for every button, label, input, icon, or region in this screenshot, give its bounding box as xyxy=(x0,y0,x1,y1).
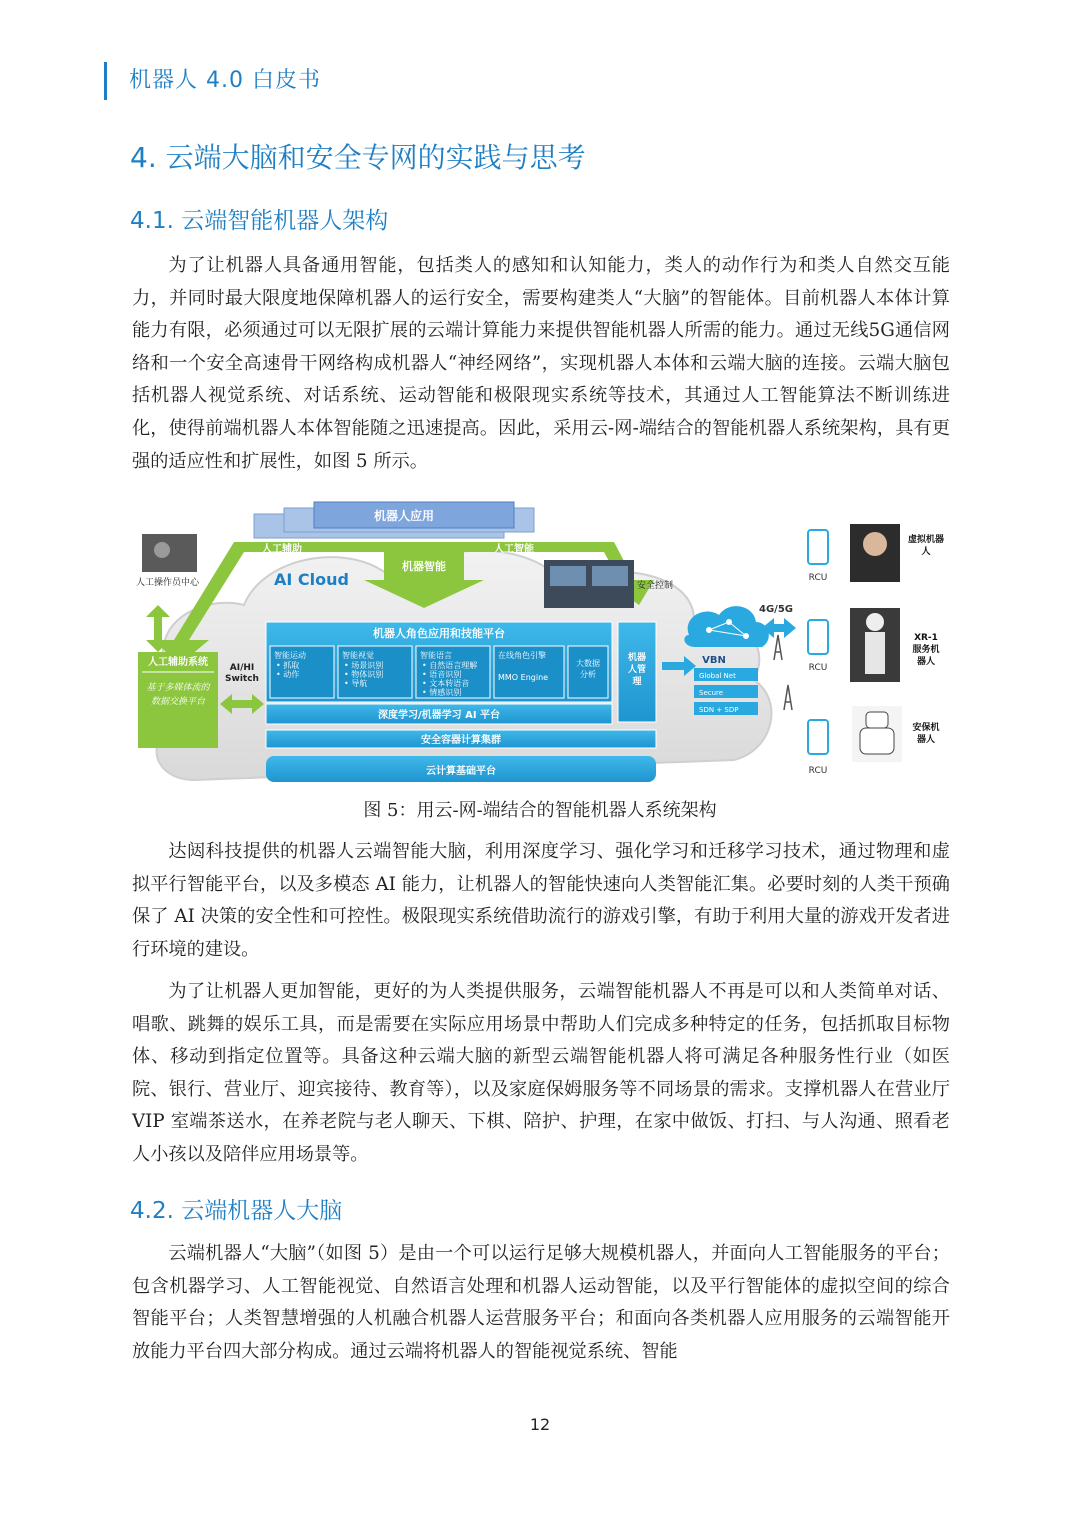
manual-intel-label: 人工智能 xyxy=(494,544,534,555)
robot3-label: 安保机器人 xyxy=(912,723,940,745)
net-sdn: SDN + SDP xyxy=(699,706,739,714)
module-motion: 智能运动• 抓取• 动作 xyxy=(274,651,306,679)
human-assist-title: 人工辅助系统 xyxy=(148,657,208,668)
robot-intel-label: 机器智能 xyxy=(402,560,446,573)
figure-caption: 图 5：用云-网-端结合的智能机器人系统架构 xyxy=(363,800,717,821)
module-bigdata: 大数据分析 xyxy=(576,659,600,679)
rcu-phone-3 xyxy=(808,720,828,754)
manual-assist-label: 人工辅助 xyxy=(262,544,302,555)
section-4-1-paragraph-2: 达闼科技提供的机器人云端智能大脑，利用深度学习、强化学习和迁移学习技术，通过物理和虚拟平行智能平台，以及多模态 AI 能力，让机器人的智能快速向人类智能汇集。必要时刻的人类干预确保了 AI 决策的安全性和可控性。极限现实系统借助流行的游戏引擎，有助于利用大量的游戏开发者进行环境的建设。 xyxy=(132,841,950,960)
operator-photo xyxy=(142,534,197,572)
robot1-label: 虚拟机器人 xyxy=(907,535,945,557)
section-4-heading: 4. 云端大脑和安全专网的实践与思考 xyxy=(130,141,586,174)
rcu-phone-1 xyxy=(808,530,828,564)
human-assist-desc: 基于多媒体流的数据交换平台 xyxy=(146,683,210,707)
module-online-role: 在线角色引擎 MMO Engine xyxy=(498,651,549,682)
tower-icon xyxy=(774,635,782,660)
running-header xyxy=(104,62,321,100)
ai-cloud-label: AI Cloud xyxy=(274,570,349,589)
section-4-1-paragraph-1: 为了让机器人具备通用智能，包括类人的感知和认知能力，类人的动作行为和类人自然交互能力，并同时最大限度地保障机器人的运行安全，需要构建类人“大脑”的智能体。目前机器人本体计算能力有限，必须通过可以无限扩展的云端计算能力来提供智能机器人所需的能力。通过无线5G通信网络和一个安全高速骨干网络构成机器人“神经网络”，实现机器人本体和云端大脑的连接。云端大脑包括机器人视觉系统、对话系统、运动智能和极限现实系统等技术，其通过人工智能算法不断训练进化，使得前端机器人本体智能随之迅速提高。因此，采用云-网-端结合的智能机器人系统架构，具有更强的适应性和扩展性，如图 5 所示。 xyxy=(132,255,950,472)
section-4-1-heading: 4.1. 云端智能机器人架构 xyxy=(130,208,389,234)
switch-label: AI/HI Switch xyxy=(225,663,259,684)
rcu-phone-2 xyxy=(808,620,828,654)
net-secure: Secure xyxy=(699,689,724,697)
security-control-label: 安全控制 xyxy=(637,581,674,591)
vbn-cloud xyxy=(684,606,768,647)
module-language: 智能语言• 自然语言理解• 语音识别• 文本转语音• 情感识别 xyxy=(420,651,478,697)
header-title: 机器人 4.0 白皮书 xyxy=(129,68,321,93)
section-4-2-paragraph-1: 云端机器人“大脑”（如图 5）是由一个可以运行足够大规模机器人，并面向人工智能服务的平台；包含机器学习、人工智能视觉、自然语言处理和机器人运动智能，以及平行智能体的虚拟空间的综合智能平台；人类智慧增强的人机融合机器人运营服务平台；和面向各类机器人应用服务的云端智能开放能力平台四大部分构成。通过云端将机器人的智能视觉系统、智能 xyxy=(132,1243,950,1362)
rcu-label-3: RCU xyxy=(808,766,828,776)
module-vision: 智能视觉• 场景识别• 物体识别• 导航 xyxy=(342,651,384,688)
secure-container-label: 安全容器计算集群 xyxy=(421,735,501,746)
cloud-base-label: 云计算基础平台 xyxy=(426,766,496,777)
rcu-label-2: RCU xyxy=(808,663,828,673)
operator-center-label: 人工操作员中心 xyxy=(136,578,200,588)
robot-app-label: 机器人应用 xyxy=(373,509,435,523)
page-number: 12 xyxy=(529,1415,551,1434)
rcu-label-1: RCU xyxy=(808,573,828,583)
architecture-diagram xyxy=(134,500,964,792)
net-global: Global Net xyxy=(699,672,736,680)
robot-mgmt-label: 机器人管理 xyxy=(627,653,647,687)
robot2-label: XR-1 服务机器人 xyxy=(912,633,940,667)
network-label: 4G/5G xyxy=(759,604,793,615)
deep-learning-label: 深度学习/机器学习 AI 平台 xyxy=(377,710,501,721)
section-4-1-paragraph-3: 为了让机器人更加智能，更好的为人类提供服务，云端智能机器人不再是可以和人类简单对话、唱歌、跳舞的娱乐工具，而是需要在实际应用场景中帮助人们完成多种特定的任务，包括抓取目标物体、移动到指定位置等。具备这种云端大脑的新型云端智能机器人将可满足各种服务性行业（如医院、银行、营业厅、迎宾接待、教育等），以及家庭保姆服务等不同场景的需求。支撑机器人在营业厅 VIP 室端茶送水，在养老院与老人聊天、下棋、陪护、护理，在家中做饭、打扫、与人沟通、照看老人小孩以及陪伴应用场景等。 xyxy=(132,981,950,1165)
platform-title: 机器人角色应用和技能平台 xyxy=(373,627,505,640)
section-4-2-heading: 4.2. 云端机器人大脑 xyxy=(130,1198,343,1224)
vbn-label: VBN xyxy=(702,655,726,666)
